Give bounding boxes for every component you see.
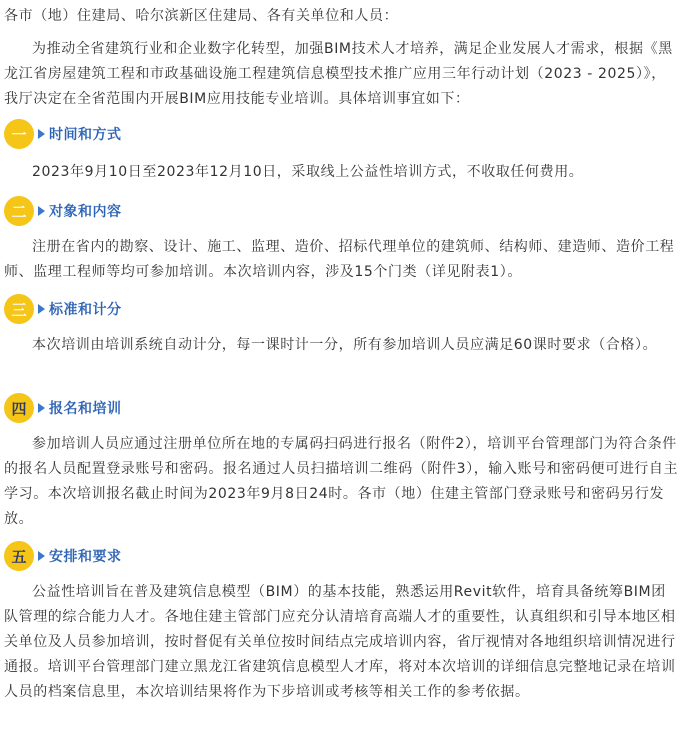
arrow-right-icon [38,129,45,139]
section-body-1: 2023年9月10日至2023年12月10日，采取线上公益性培训方式，不收取任何费用。 [32,164,584,180]
section-title-1: 时间和方式 [49,127,122,143]
section-number-5: 五 [4,541,34,571]
section-number-1: 一 [4,119,34,149]
section-heading-1 [4,119,122,149]
section-body-5: 公益性培训旨在普及建筑信息模型（BIM）的基本技能，熟悉运用Revit软件，培育具备统筹BIM团队管理的综合能力人才。各地住建主管部门应充分认清培育高端人才的重要性，认真组织和引导本地区相关单位及人员参加培训，按时督促有关单位按时间结点完成培训内容，省厅视情对各地组织培训情况进行通报。培训平台管理部门建立黑龙江省建筑信息模型人才库，将对本次培训的详细信息完整地记录在培训人员的档案信息里，本次培训结果将作为下步培训或考核等相关工作的参考依据。 [4,584,676,700]
section-heading-2 [4,196,122,226]
section-number-4: 四 [4,393,34,423]
opening-line: 各市（地）住建局、哈尔滨新区住建局、各有关单位和人员： [4,8,399,24]
section-heading-5 [4,541,122,571]
arrow-right-icon [38,551,45,561]
arrow-right-icon [38,304,45,314]
intro-paragraph: 为推动全省建筑行业和企业数字化转型，加强BIM技术人才培养，满足企业发展人才需求，根据《黑龙江省房屋建筑工程和市政基础设施工程建筑信息模型技术推广应用三年行动计划（2023 - 2025）》，我厅决定在全省范围内开展BIM应用技能专业培训。具体培训事宜如下： [4,41,673,107]
section-body-3: 本次培训由培训系统自动计分，每一课时计一分，所有参加培训人员应满足60课时要求（合格）。 [32,337,658,353]
section-title-4: 报名和培训 [49,401,122,417]
section-title-5: 安排和要求 [49,549,122,565]
arrow-right-icon [38,206,45,216]
section-title-2: 对象和内容 [49,204,122,220]
section-number-2: 二 [4,196,34,226]
section-body-4: 参加培训人员应通过注册单位所在地的专属码扫码进行报名（附件2），培训平台管理部门为符合条件的报名人员配置登录账号和密码。报名通过人员扫描培训二维码（附件3），输入账号和密码便可进行自主学习。本次培训报名截止时间为2023年9月8日24时。各市（地）住建主管部门登录账号和密码另行发放。 [4,436,679,527]
section-title-3: 标准和计分 [49,302,122,318]
arrow-right-icon [38,403,45,413]
section-number-3: 三 [4,294,34,324]
section-heading-3 [4,294,122,324]
section-body-2: 注册在省内的勘察、设计、施工、监理、造价、招标代理单位的建筑师、结构师、建造师、造价工程师、监理工程师等均可参加培训。本次培训内容，涉及15个门类（详见附表1）。 [4,239,675,280]
section-heading-4 [4,393,122,423]
